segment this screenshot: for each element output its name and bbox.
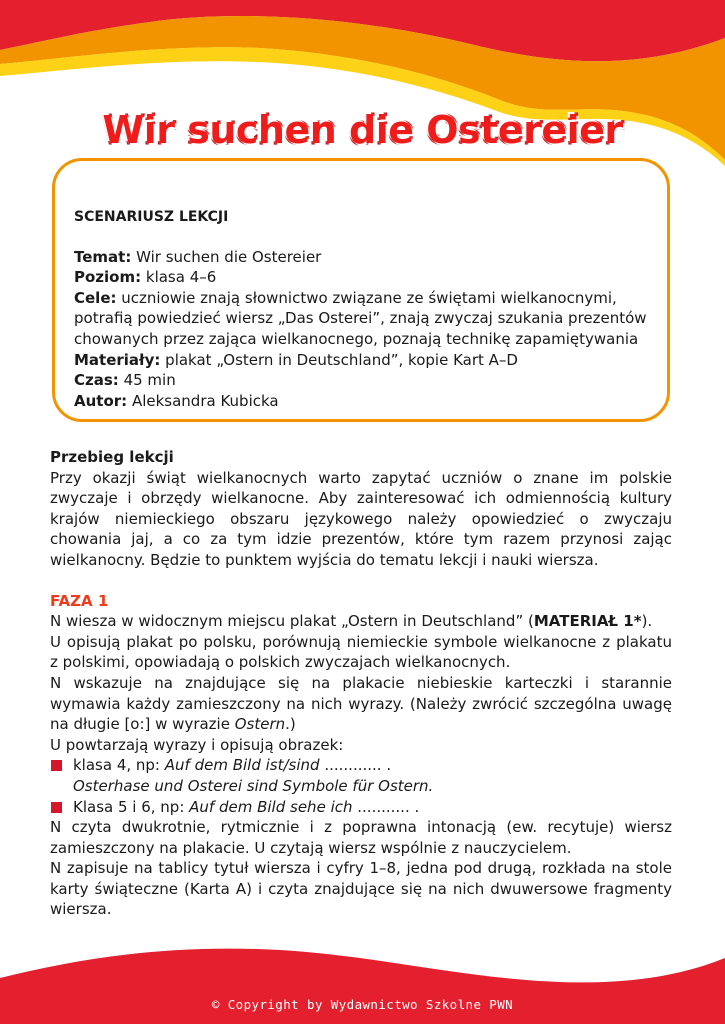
info-row-czas: Czas: 45 min	[74, 371, 176, 390]
przebieg-text: Przy okazji świąt wielkanocnych warto zapytać uczniów o znane im polskie zwyczaje i obrzędy wielkanocne. Aby zainteresować ich odmiennością kultury krajów niemieckiego obszaru językowego należy opowiedzieć o zwyczaju chowania jaj, a co za tym idzie prezentów, które tym razem przynosi zając wielkanocny. Będzie to punktem wyjścia do tematu lekcji i nauki wiersza.	[50, 468, 672, 569]
square-bullet-icon	[51, 760, 62, 771]
info-row-cele: Cele: uczniowie znają słownictwo związane ze świętami wielkanocnymi, potrafią powiedzieć wiersz „Das Osterei”, znają zwyczaj szukania prezentów chowanych przez zająca wielkanocnego, poznają technikę zapamiętywania	[74, 288, 647, 348]
faza-paragraph-3: N wskazuje na znajdujące się na plakacie niebieskie karteczki i starannie wymawia każdy zamieszczony na nich wyrazy. (Należy zwrócić szczególna uwagę na długie [o:] w wyrazie Ostern.)	[50, 673, 672, 734]
copyright-footer: © Copyright by Wydawnictwo Szkolne PWN	[211, 997, 514, 1012]
przebieg-heading: Przebieg lekcji	[50, 448, 174, 466]
faza-paragraph-6: N zapisuje na tablicy tytuł wiersza i cyfry 1–8, jedna pod drugą, rozkłada na stole karty świąteczne (Karta A) i czyta znajdujące się na nich dwuwersowe fragmenty wiersza.	[50, 859, 672, 919]
info-row-materialy: Materiały: plakat „Ostern in Deutschland”, kopie Kart A–D	[74, 350, 518, 369]
bullet-item-klasa-5-6: Klasa 5 i 6, np: Auf dem Bild sehe ich ........... .	[50, 797, 672, 818]
lesson-body	[50, 447, 672, 920]
square-bullet-icon	[51, 802, 62, 813]
faza-paragraph-4: U powtarzają wyrazy i opisują obrazek:	[50, 735, 344, 754]
lesson-info-box	[52, 158, 670, 422]
faza-paragraph-2: U opisują plakat po polsku, porównują niemieckie symbole wielkanocne z plakatu z polskimi, opowiadają o polskich zwyczajach wielkanocnych.	[50, 632, 672, 672]
box-heading: SCENARIUSZ LEKCJI	[74, 209, 229, 225]
info-row-autor: Autor: Aleksandra Kubicka	[74, 391, 279, 410]
page-title: Wir suchen die Ostereier	[102, 108, 623, 152]
bullet-item-klasa-4: klasa 4, np: Auf dem Bild ist/sind ............ . Osterhase und Osterei sind Symbole für Ostern.	[50, 755, 672, 796]
info-row-temat: Temat: Wir suchen die Ostereier	[74, 247, 322, 266]
faza-paragraph-5: N czyta dwukrotnie, rytmicznie i z poprawna intonacją (ew. recytuje) wiersz zamieszczony na plakacie. U czytają wiersz wspólnie z nauczycielem.	[50, 818, 672, 857]
bottom-red-wave	[0, 949, 725, 1024]
faza-heading: FAZA 1	[50, 591, 109, 610]
info-row-poziom: Poziom: klasa 4–6	[74, 268, 217, 287]
faza-paragraph-1: N wiesza w widocznym miejscu plakat „Ostern in Deutschland” (MATERIAŁ 1*).	[50, 612, 653, 631]
